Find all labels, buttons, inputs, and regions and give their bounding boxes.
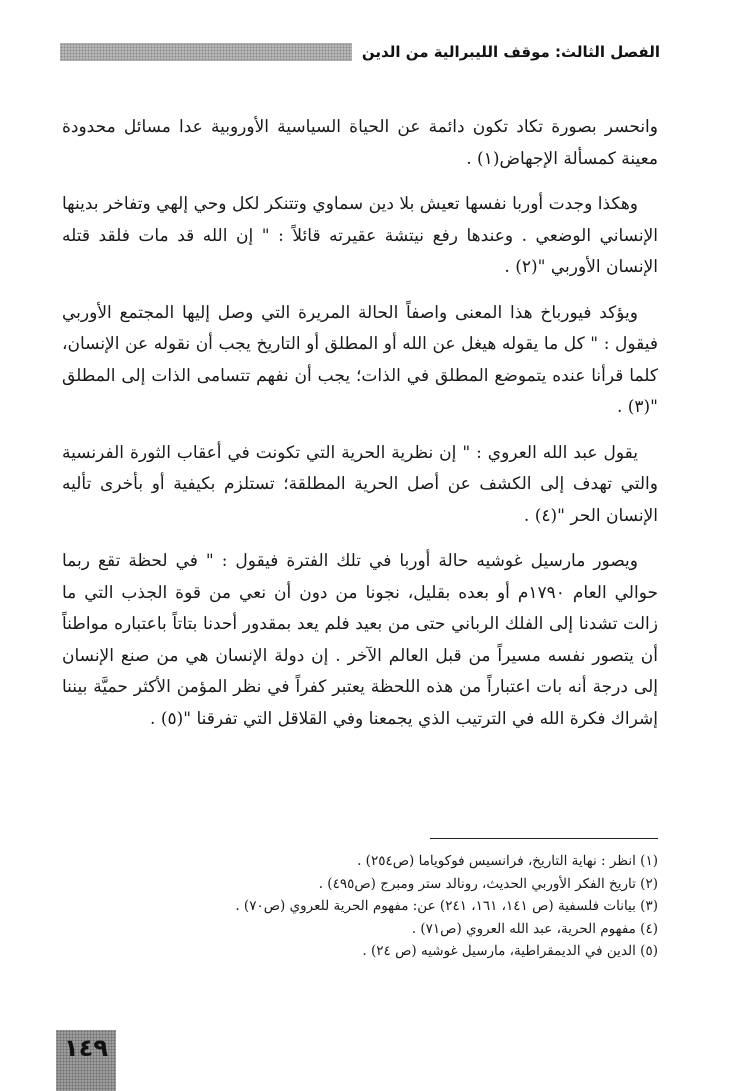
paragraph-1: وانحسر بصورة تكاد تكون دائمة عن الحياة السياسية الأوروبية عدا مسائل محدودة معينة كمسألة الإجهاض‏(١)‏ .	[62, 117, 658, 169]
paragraph-3: ويؤكد فيورباخ هذا المعنى واصفاً الحالة المريرة التي وصل إليها المجتمع الأوربي فيقول : " كل ما يقوله هيغل عن الله أو المطلق أو التاريخ يجب أن نقوله عن الإنسان، كلما قرأنا عنده يتموضع المطلق في الذات؛ يجب أن نفهم تتسامى الذات إلى المطلق "‏(٣)‏ .	[62, 302, 658, 417]
paragraph-4: يقول عبد الله العروي : " إن نظرية الحرية التي تكونت في أعقاب الثورة الفرنسية والتي تهدف إلى الكشف عن أصل الحرية المطلقة؛ تستلزم بكيفية أو بأخرى تأليه الإنسان الحر "‏(٤)‏ .	[62, 442, 658, 526]
body-text	[62, 112, 658, 749]
running-header	[60, 40, 660, 64]
footnote-4: (٤) مفهوم الحرية، عبد الله العروي (ص٧١) .	[411, 920, 658, 937]
footnote-2: (٢) تاريخ الفكر الأوربي الحديث، رونالد ستر ومبرج (ص٤٩٥) .	[318, 875, 658, 892]
footnote-3: (٣) بيانات فلسفية (ص ١٤١، ١٦١، ٢٤١) عن: مفهوم الحرية للعروي (ص٧٠) .	[235, 898, 658, 914]
footnotes	[62, 850, 658, 963]
chapter-title: الفصل الثالث: موقف الليبرالية من الدين	[361, 43, 660, 61]
header-shaded-band	[60, 43, 352, 61]
paragraph-2: وهكذا وجدت أوربا نفسها تعيش بلا دين سماوي وتتنكر لكل وحي إلهي وتفاخر بدينها الإنساني الوضعي . وعندها رفع نيتشة عقيرته قائلاً : " إن الله قد مات فلقد قتله الإنسان الأوربي "‏(٢)‏ .	[62, 194, 658, 277]
page-number: ١٤٩	[64, 1034, 108, 1062]
footnote-separator	[430, 838, 658, 839]
footnote-5: (٥) الدين في الديمقراطية، مارسيل غوشيه (ص ٢٤) .	[362, 943, 658, 959]
paragraph-5: ويصور مارسيل غوشيه حالة أوربا في تلك الفترة فيقول : " في لحظة تقع ربما حوالي العام ١٧٩٠م أو بعده بقليل، نجونا من دون أن نعي من قوة الجذب التي ما زالت تشدنا إلى الفلك الرباني حتى من بعيد فلم يعد بمقدور أحدنا بتاتاً باعتباره مواطناً أن يتصور نفسه مسيراً من قبل العالم الآخر . إن دولة الإنسان هي من صنع الإنسان إلى درجة أنه بات اعتباراً من هذه اللحظة يعتبر كفراً في نظر المؤمن الأكثر حميَّة بيننا إشراك فكرة الله في الترتيب الذي يجمعنا وفي القلاقل التي تفرقنا "‏(٥)‏ .	[62, 551, 659, 729]
footnote-1: (١) انظر : نهاية التاريخ، فرانسيس فوكوياما (ص٢٥٤) .	[357, 853, 658, 869]
